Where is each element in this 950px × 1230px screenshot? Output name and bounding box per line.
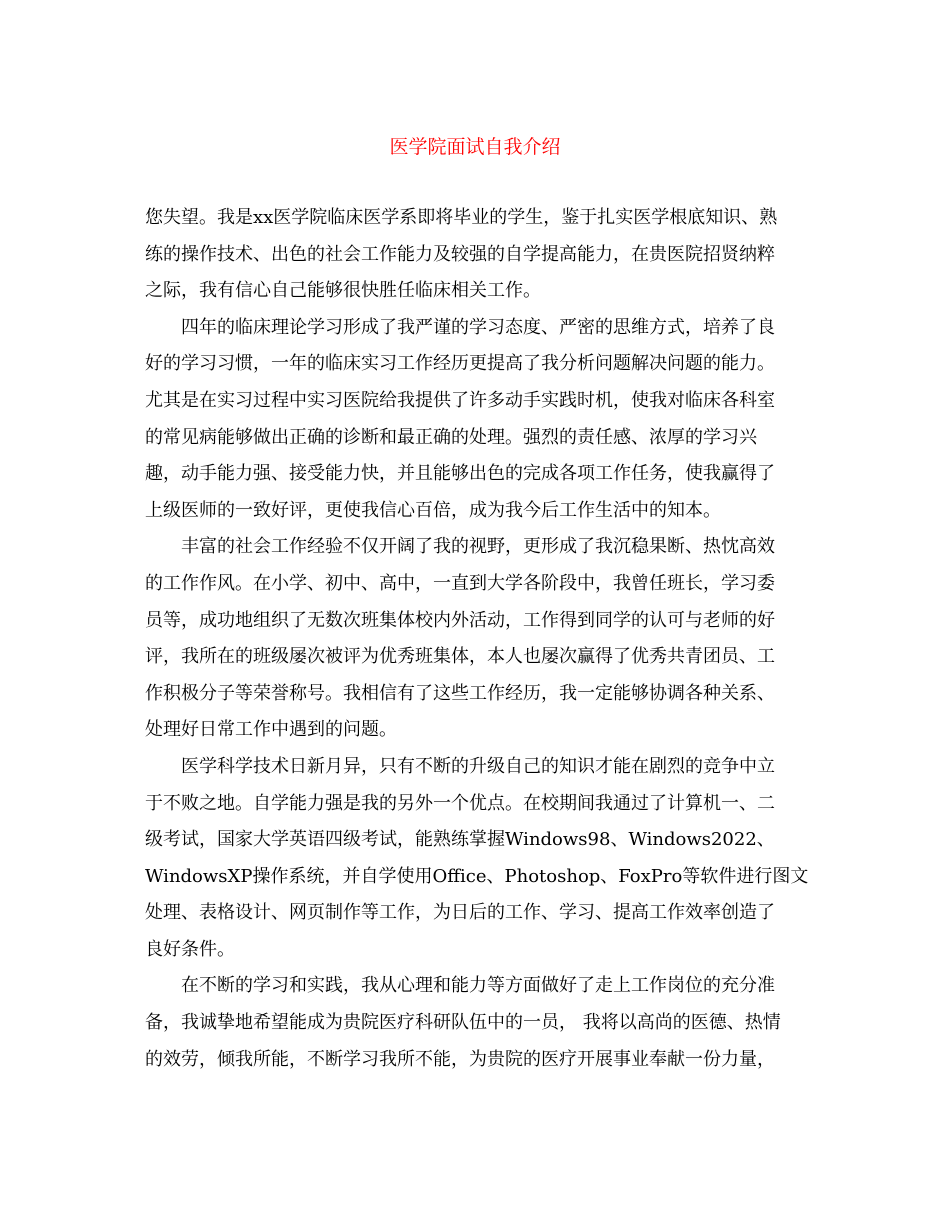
paragraph-first-line: 四年的临床理论学习形成了我严谨的学习态度、严密的思维方式，培养了良 xyxy=(181,316,775,338)
paragraph-line: 尤其是在实习过程中实习医院给我提供了许多动手实践时机，使我对临床各科室 xyxy=(145,389,775,411)
paragraph-line: 趣，动手能力强、接受能力快，并且能够出色的完成各项工作任务，使我赢得了 xyxy=(145,463,775,485)
paragraph-first-line: 医学科学技术日新月异，只有不断的升级自己的知识才能在剧烈的竞争中立 xyxy=(181,755,775,777)
paragraph-line: 之际，我有信心自己能够很快胜任临床相关工作。 xyxy=(145,280,541,302)
paragraph-conclusion xyxy=(145,968,810,1078)
paragraph-intro xyxy=(145,200,810,310)
paragraph-line: 练的操作技术、出色的社会工作能力及较强的自学提高能力，在贵医院招贤纳粹 xyxy=(145,243,775,265)
paragraph-self-learning xyxy=(145,749,810,969)
paragraph-line: WindowsXP操作系统，并自学使用Office、Photoshop、FoxPro等软件进行图文 xyxy=(145,865,809,887)
document-body xyxy=(145,200,810,1078)
paragraph-line: 评，我所在的班级屡次被评为优秀班集体，本人也屡次赢得了优秀共青团员、工 xyxy=(145,646,775,668)
paragraph-line: 的常见病能够做出正确的诊断和最正确的处理。强烈的责任感、浓厚的学习兴 xyxy=(145,426,757,448)
paragraph-social-work xyxy=(145,529,810,749)
paragraph-line: 处理、表格设计、网页制作等工作，为日后的工作、学习、提高工作效率创造了 xyxy=(145,902,775,924)
document-title: 医学院面试自我介绍 xyxy=(389,136,561,158)
paragraph-line: 的工作作风。在小学、初中、高中，一直到大学各阶段中，我曾任班长，学习委 xyxy=(145,572,775,594)
paragraph-first-line: 丰富的社会工作经验不仅开阔了我的视野，更形成了我沉稳果断、热忱高效 xyxy=(181,536,775,558)
paragraph-line: 好的学习习惯，一年的临床实习工作经历更提高了我分析问题解决问题的能力。 xyxy=(145,353,775,375)
paragraph-line: 于不败之地。自学能力强是我的另外一个优点。在校期间我通过了计算机一、二 xyxy=(145,792,775,814)
paragraph-clinical-study xyxy=(145,310,810,530)
paragraph-line: 员等，成功地组织了无数次班集体校内外活动，工作得到同学的认可与老师的好 xyxy=(145,609,775,631)
paragraph-line: 您失望。我是xx医学院临床医学系即将毕业的学生，鉴于扎实医学根底知识、熟 xyxy=(145,207,778,228)
paragraph-line: 备，我诚挚地希望能成为贵院医疗科研队伍中的一员， 我将以高尚的医德、热情 xyxy=(145,1012,781,1034)
paragraph-line: 上级医师的一致好评，更使我信心百倍，成为我今后工作生活中的知本。 xyxy=(145,499,721,521)
paragraph-line: 处理好日常工作中遇到的问题。 xyxy=(145,719,397,741)
paragraph-line: 良好条件。 xyxy=(145,938,235,960)
paragraph-line: 级考试，国家大学英语四级考试，能熟练掌握Windows98、Windows2022、 xyxy=(145,829,775,851)
paragraph-first-line: 在不断的学习和实践，我从心理和能力等方面做好了走上工作岗位的充分准 xyxy=(181,975,775,997)
paragraph-line: 的效劳，倾我所能，不断学习我所不能，为贵院的医疗开展事业奉献一份力量， xyxy=(145,1048,775,1070)
paragraph-line: 作积极分子等荣誉称号。我相信有了这些工作经历，我一定能够协调各种关系、 xyxy=(145,682,775,704)
